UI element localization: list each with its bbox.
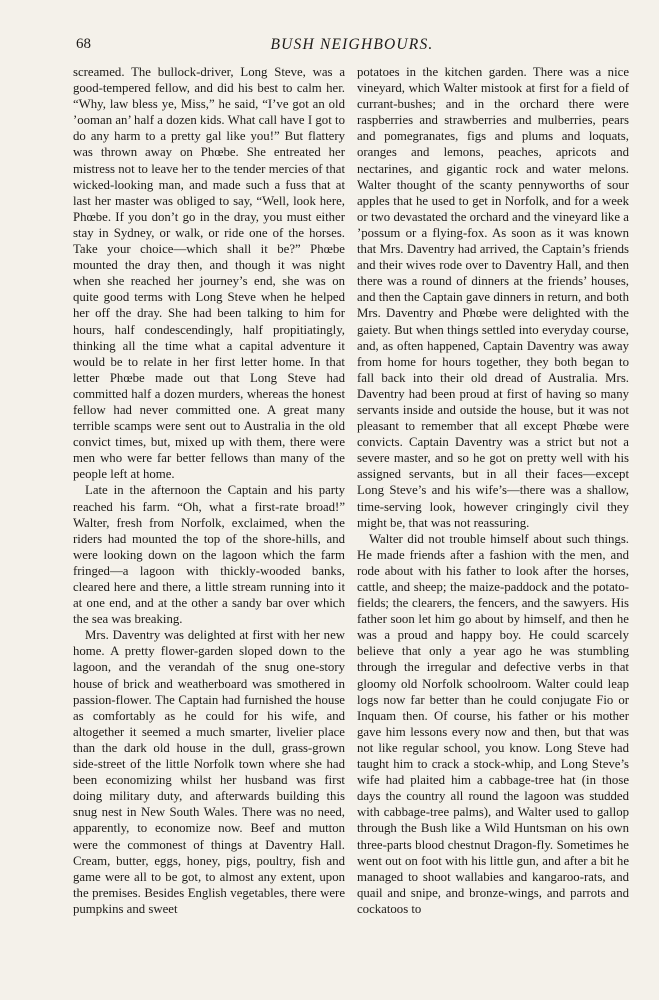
page-number: 68	[76, 36, 91, 52]
page-header	[76, 36, 628, 60]
running-title: BUSH NEIGHBOURS.	[270, 36, 434, 53]
right-column	[357, 64, 629, 974]
paragraph: potatoes in the kitchen garden. There was a nice vineyard, which Walter mistook at first for a field of currant-bushes; and in the orchard there were raspberries and strawberries and mulberries, pears and pomegranates, figs and plums and loquats, oranges and lemons, peaches, apricots and nectarines, and gigantic rock and water melons. Walter thought of the scanty pennyworths of sour apples that he used to get in Norfolk, and for a week or two devastated the orchard and the vineyard like a ’possum or a flying-fox. As soon as it was known that Mrs. Daventry had arrived, the Captain’s friends and their wives rode over to Daventry Hall, and then there was a round of dinners at the friends’ houses, and then the Captain gave dinners in return, and both Mrs. Daventry and Phœbe were delighted with the gaiety. But when things settled into everyday course, and, as often happened, Captain Daventry was away from home for hours together, they both began to fall back into their old dread of Australia. Mrs. Daventry had been proud at first of having so many servants inside and outside the house, but it was not pleasant to remember that all except Phœbe were convicts. Captain Daventry was a strict but not a severe master, and so he got on pretty well with his assigned servants, but in all their faces—except Long Steve’s and his wife’s—there was a shallow, time-serving look, however cringingly civil they might be, that was not reassuring.	[357, 65, 629, 530]
paragraph: Late in the afternoon the Captain and his party reached his farm. “Oh, what a first-rate broad!” Walter, fresh from Norfolk, exclaimed, when the riders had mounted the top of the shore-hills, and were looking down on the lagoon which the farm fringed—a lagoon with thickly-wooded banks, cleared here and there, a little stream running into it at one end, and at the other a sandy bar over which the sea was breaking.	[73, 483, 345, 627]
text-columns	[73, 64, 629, 974]
paragraph: Mrs. Daventry was delighted at first with her new home. A pretty flower-garden sloped down to the lagoon, and the verandah of the snug one-story house of brick and weatherboard was smothered in passion-flower. The Captain had furnished the house as comfortably as he could for his wife, and altogether it seemed a much smarter, livelier place than the dark old house in the dull, grass-grown side-street of the little Norfolk town where she had been economizing whilst her husband was first doing military duty, and afterwards building this snug nest in New South Wales. There was no need, apparently, to economize now. Beef and mutton were the commonest of things at Daventry Hall. Cream, butter, eggs, honey, pigs, poultry, fish and game were all to be got, to almost any extent, upon the premises. Besides English vegetables, there were pumpkins and sweet	[73, 628, 345, 916]
left-column	[73, 64, 345, 974]
paragraph: screamed. The bullock-driver, Long Steve, was a good-tempered fellow, and did his best to calm her. “Why, law bless ye, Miss,” he said, “I’ve got an old ’ooman an’ half a dozen kids. What call have I got to do any harm to a pretty gal like you!” But flattery was thrown away on Phœbe. She entreated her mistress not to leave her to the tender mercies of that wicked-looking man, and made such a fuss that at last her master was obliged to say, “Well, look here, Phœbe. If you don’t go in the dray, you must either stay in Sydney, or walk, or ride one of the horses. Take your choice—which shall it be?” Phœbe mounted the dray then, and though it was night when she reached her journey’s end, she was on quite good terms with Long Steve when he helped her off the dray. She had been talking to him for hours, half condescendingly, half propitiatingly, thinking all the time what a capital adventure it would be to relate in her first letter home. In that letter Phœbe made out that Long Steve had committed half a dozen murders, whereas the honest fellow had never committed one. A great many terrible scamps were sent out to Australia in the old convict times, but, mixed up with them, there were men who were far better fellows than many of the people left at home.	[73, 65, 345, 482]
paragraph: Walter did not trouble himself about such things. He made friends after a fashion with the men, and rode about with his father to look after the horses, cattle, and sheep; the maize-paddock and the potato-fields; the clearers, the fencers, and the sawyers. His father soon let him go about by himself, and then he was a proud and happy boy. He could scarcely believe that only a year ago he was stumbling through the irregular and defective verbs in that gloomy old Norfolk schoolroom. Walter could leap logs now far better than he could conjugate Fio or Inquam then. Of course, his father or his mother gave him lessons every now and then, but that was not like regular school, you know. Long Steve had taught him to crack a stock-whip, and Long Steve’s wife had plaited him a cabbage-tree hat (in those days the country all round the lagoon was studded with cabbage-tree palms), and Walter used to gallop through the Bush like a Wild Huntsman on his own three-parts blood chestnut Dragon-fly. Sometimes he went out on foot with his little gun, and after a bit he managed to shoot wallabies and kangaroo-rats, and quail and snipe, and bronze-wings, and parrots and cockatoos to	[357, 531, 629, 916]
